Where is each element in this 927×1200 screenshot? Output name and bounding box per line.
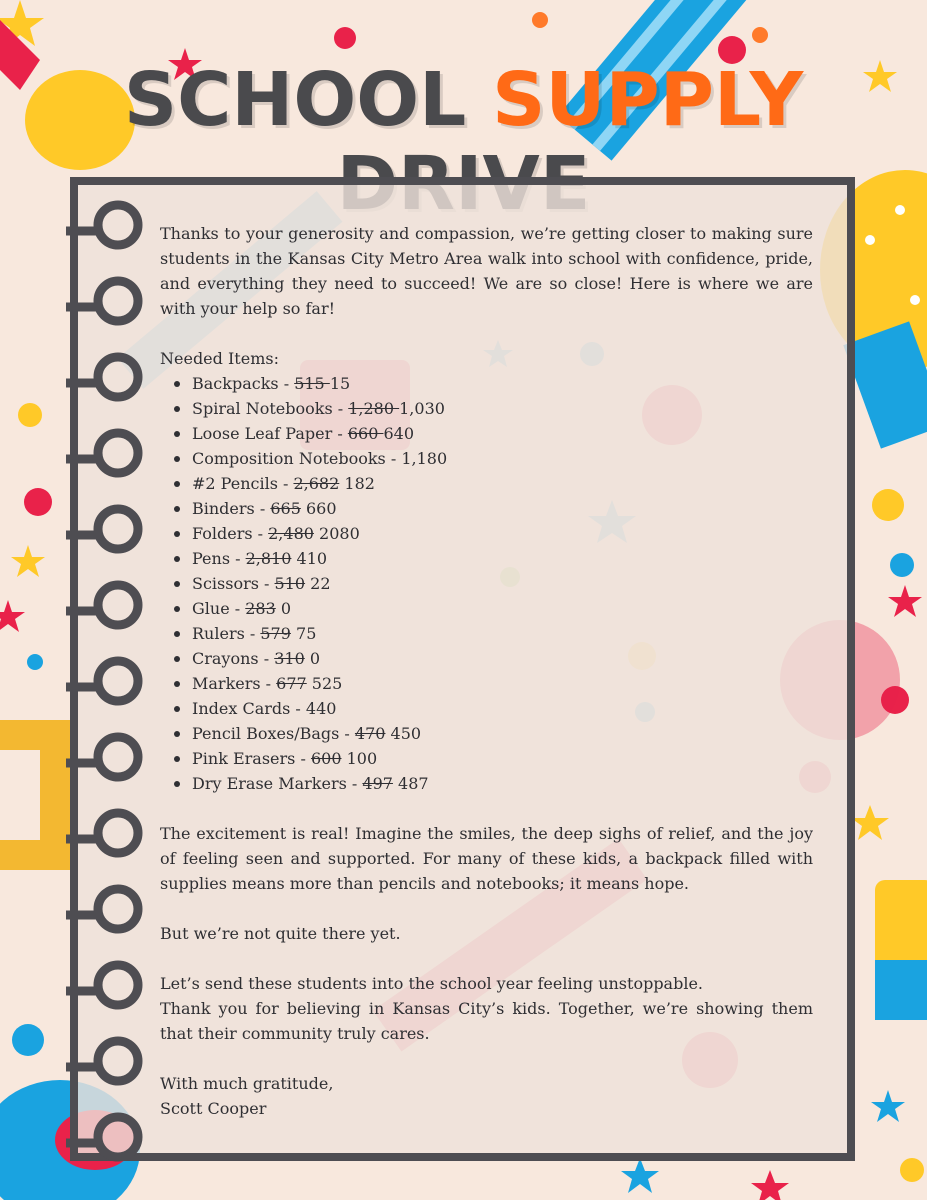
item-new-count: 15 xyxy=(329,374,351,393)
signature: Scott Cooper xyxy=(160,1099,267,1118)
list-item xyxy=(192,371,813,396)
item-name: Loose Leaf Paper - xyxy=(192,424,348,443)
star-icon xyxy=(11,545,45,577)
needed-items-list xyxy=(160,371,813,796)
item-old-count: 1,280 xyxy=(348,399,400,418)
list-item xyxy=(192,596,813,621)
item-old-count: 510 xyxy=(274,574,306,593)
item-name: Pencil Boxes/Bags - xyxy=(192,724,355,743)
item-old-count: 660 xyxy=(347,424,384,443)
item-old-count: 2,682 xyxy=(293,474,340,493)
item-name: #2 Pencils - xyxy=(192,474,294,493)
list-item xyxy=(192,421,813,446)
item-name: Pink Erasers - xyxy=(192,749,311,768)
excitement-paragraph: The excitement is real! Imagine the smiles, the deep sighs of relief, and the joy of feeling seen and supported. For many of these kids, a backpack filled with supplies means more than pencils and notebooks; it means hope. xyxy=(160,824,813,893)
closing-line: With much gratitude, xyxy=(160,1074,334,1093)
item-name: Spiral Notebooks - xyxy=(192,399,349,418)
item-new-count: 22 xyxy=(305,574,331,593)
item-name: Crayons - xyxy=(192,649,275,668)
list-item xyxy=(192,621,813,646)
list-item xyxy=(192,721,813,746)
item-old-count: 677 xyxy=(276,674,307,693)
item-name: Scissors - xyxy=(192,574,275,593)
star-icon xyxy=(851,805,889,840)
list-item xyxy=(192,496,813,521)
list-item xyxy=(192,521,813,546)
item-new-count: 2080 xyxy=(313,524,360,543)
send-off-line: Let’s send these students into the school year feeling unstoppable. xyxy=(160,974,704,993)
item-name: Index Cards - xyxy=(192,699,306,718)
star-icon xyxy=(871,1090,905,1122)
item-name: Pens - xyxy=(192,549,246,568)
item-name: Rulers - xyxy=(192,624,261,643)
item-new-count: 450 xyxy=(385,724,422,743)
item-name: Dry Erase Markers - xyxy=(192,774,363,793)
item-new-count: 525 xyxy=(306,674,343,693)
item-new-count: 440 xyxy=(305,699,337,718)
item-new-count: 75 xyxy=(290,624,317,643)
item-new-count: 660 xyxy=(300,499,337,518)
item-old-count: 283 xyxy=(245,599,276,618)
item-name: Markers - xyxy=(192,674,277,693)
list-item xyxy=(192,671,813,696)
letter-body xyxy=(160,221,813,1121)
list-item xyxy=(192,746,813,771)
item-old-count: 2,810 xyxy=(245,549,292,568)
item-name: Composition Notebooks - xyxy=(192,449,402,468)
item-old-count: 665 xyxy=(270,499,301,518)
thanks-paragraph: Thank you for believing in Kansas City’s kids. Together, we’re showing them that their community truly cares. xyxy=(160,999,813,1043)
item-name: Glue - xyxy=(192,599,246,618)
star-icon xyxy=(621,1158,659,1193)
item-old-count: 310 xyxy=(274,649,305,668)
item-new-count: 0 xyxy=(275,599,292,618)
item-new-count: 0 xyxy=(304,649,321,668)
item-new-count: 182 xyxy=(339,474,375,493)
item-old-count: 497 xyxy=(362,774,393,793)
title-word-supply: SUPPLY xyxy=(492,57,804,143)
list-item xyxy=(192,646,813,671)
item-old-count: 600 xyxy=(310,749,342,768)
item-new-count: 100 xyxy=(341,749,378,768)
list-item xyxy=(192,546,813,571)
title-word-school: SCHOOL xyxy=(123,57,467,143)
item-old-count: 470 xyxy=(354,724,386,743)
item-new-count: 410 xyxy=(291,549,328,568)
star-icon xyxy=(888,585,922,617)
item-old-count: 2,480 xyxy=(268,524,314,543)
list-item xyxy=(192,471,813,496)
list-item xyxy=(192,396,813,421)
list-item xyxy=(192,771,813,796)
item-old-count: 579 xyxy=(260,624,291,643)
star-icon xyxy=(751,1170,789,1200)
item-new-count: 1,180 xyxy=(401,449,448,468)
item-new-count: 1,030 xyxy=(399,399,445,418)
list-item xyxy=(192,696,813,721)
list-item xyxy=(192,446,813,471)
item-new-count: 487 xyxy=(392,774,429,793)
not-there-paragraph: But we’re not quite there yet. xyxy=(160,924,401,943)
item-name: Backpacks - xyxy=(192,374,295,393)
needed-items-heading: Needed Items: xyxy=(160,349,279,368)
item-name: Binders - xyxy=(192,499,271,518)
list-item xyxy=(192,571,813,596)
item-name: Folders - xyxy=(192,524,269,543)
item-new-count: 640 xyxy=(383,424,414,443)
star-icon xyxy=(0,600,25,632)
intro-paragraph: Thanks to your generosity and compassion, we’re getting closer to making sure students in the Kansas City Metro Area walk into school with confidence, pride, and everything they need to succeed! We are so close! Here is where we are with your help so far! xyxy=(160,224,813,318)
item-old-count: 515 xyxy=(294,374,330,393)
